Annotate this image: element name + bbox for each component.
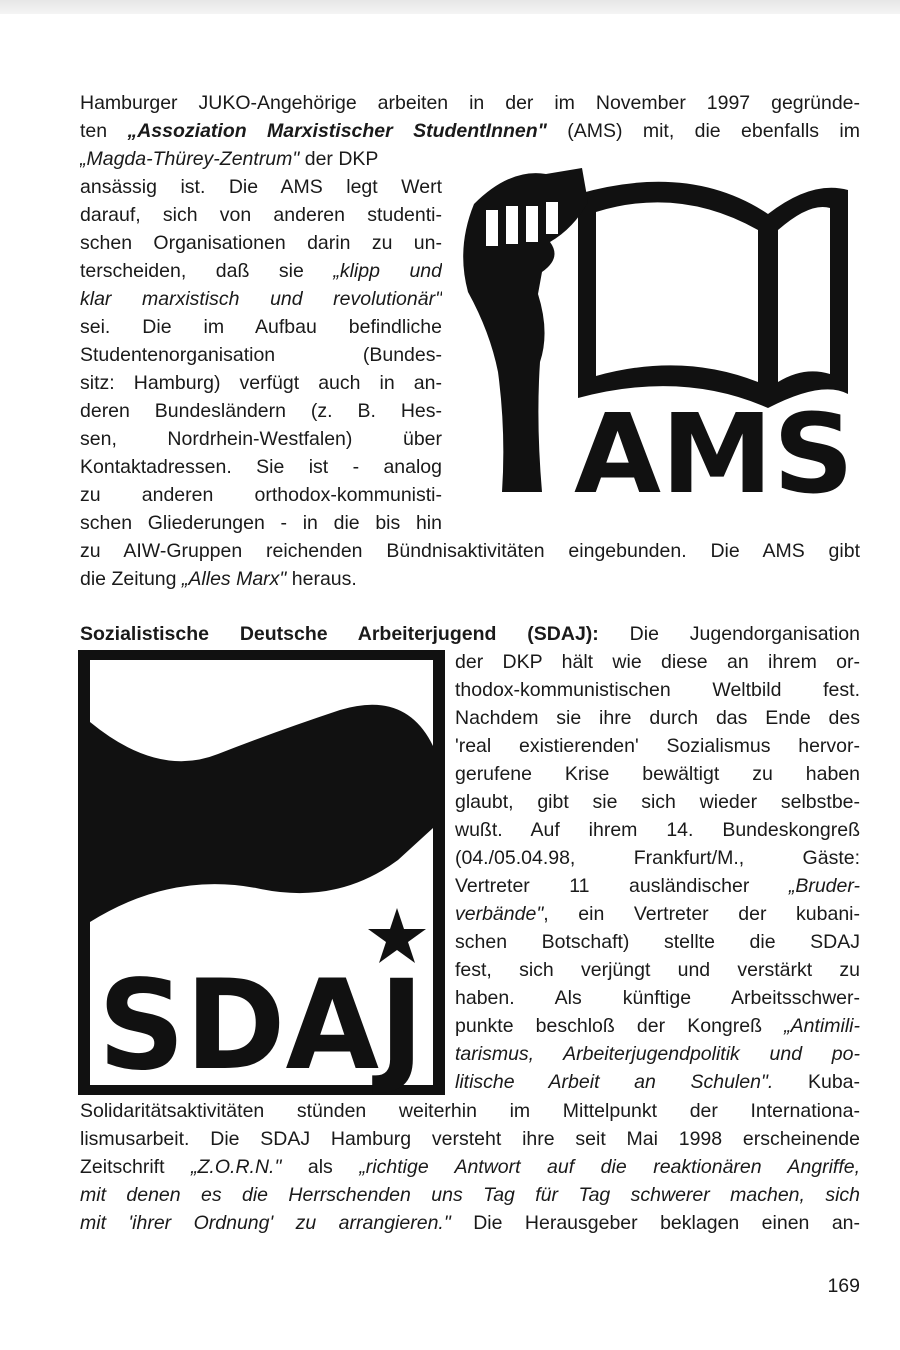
raised-fist-icon	[463, 168, 588, 492]
text-line: tarismus, Arbeiterjugendpolitik und po-	[455, 1043, 860, 1065]
text-line: sitz: Hamburg) verfügt auch in an-	[80, 372, 442, 394]
text-line: Vertreter 11 ausländischer „Bruder-	[455, 875, 860, 897]
text-line: glaubt, gibt sie sich wieder selbstbe-	[455, 791, 860, 813]
text-line: Studentenorganisation (Bundes-	[80, 344, 442, 366]
text-line: schen Gliederungen - in die bis hin	[80, 512, 442, 534]
text-line: zu AIW-Gruppen reichenden Bündnisaktivitäten eingebunden. Die AMS gibt	[80, 540, 860, 562]
text-line: (04./05.04.98, Frankfurt/M., Gäste:	[455, 847, 860, 869]
text-line: terscheiden, daß sie „klipp und	[80, 260, 442, 282]
text-line: schen Organisationen darin zu un-	[80, 232, 442, 254]
text-line: „Magda-Thürey-Zentrum" der DKP	[80, 148, 379, 170]
text-line: litische Arbeit an Schulen". Kuba-	[455, 1071, 860, 1093]
ams-logo	[450, 162, 860, 507]
text-line: die Zeitung „Alles Marx" heraus.	[80, 568, 357, 590]
text-line: deren Bundesländern (z. B. Hes-	[80, 400, 442, 422]
scan-top-edge	[0, 0, 900, 14]
text-line: mit denen es die Herrschenden uns Tag für Tag schwerer machen, sich	[80, 1184, 860, 1206]
text-line: Kontaktadressen. Sie ist - analog	[80, 456, 442, 478]
text-line: punkte beschloß der Kongreß „Antimili-	[455, 1015, 860, 1037]
text-line: sei. Die im Aufbau befindliche	[80, 316, 442, 338]
text-line: klar marxistisch und revolutionär"	[80, 288, 442, 310]
page-number: 169	[827, 1275, 860, 1297]
text-line: ansässig ist. Die AMS legt Wert	[80, 176, 442, 198]
text-line: schen Botschaft) stellte die SDAJ	[455, 931, 860, 953]
section-heading: Sozialistische Deutsche Arbeiterjugend (SDAJ):	[80, 623, 599, 645]
text-line: 'real existierenden' Sozialismus hervor-	[455, 735, 860, 757]
sdaj-logo	[78, 650, 445, 1095]
text-line: mit 'ihrer Ordnung' zu arrangieren." Die Herausgeber beklagen einen an-	[80, 1212, 860, 1234]
text-line: verbände", ein Vertreter der kubani-	[455, 903, 860, 925]
text-line: fest, sich verjüngt und verstärkt zu	[455, 959, 860, 981]
text-line: ten „Assoziation Marxistischer StudentInnen" (AMS) mit, die ebenfalls im	[80, 120, 860, 142]
ams-logo-text: AMS	[574, 390, 854, 507]
text-line: zu anderen orthodox-kommunisti-	[80, 484, 442, 506]
text-line: lismusarbeit. Die SDAJ Hamburg versteht ihre seit Mai 1998 erscheinende	[80, 1128, 860, 1150]
text-line: gerufene Krise bewältigt zu haben	[455, 763, 860, 785]
text-line: haben. Als künftige Arbeitsschwer-	[455, 987, 860, 1009]
text-line: Hamburger JUKO-Angehörige arbeiten in der im November 1997 gegründe-	[80, 92, 860, 114]
text-line: Sozialistische Deutsche Arbeiterjugend (SDAJ): Die Jugendorganisation	[80, 623, 860, 645]
text-line: darauf, sich von anderen studenti-	[80, 204, 442, 226]
text-line: sen, Nordrhein-Westfalen) über	[80, 428, 442, 450]
sdaj-logo-graphic	[78, 650, 445, 1095]
text-line: thodox-kommunistischen Weltbild fest.	[455, 679, 860, 701]
sdaj-logo-text: SDAJ	[98, 954, 424, 1095]
book-icon	[578, 182, 848, 408]
ams-logo-graphic	[450, 162, 860, 507]
text-line: der DKP hält wie diese an ihrem or-	[455, 651, 860, 673]
text-line: Zeitschrift „Z.O.R.N." als „richtige Antwort auf die reaktionären Angriffe,	[80, 1156, 860, 1178]
text-line: Nachdem sie ihre durch das Ende des	[455, 707, 860, 729]
text-line: wußt. Auf ihrem 14. Bundeskongreß	[455, 819, 860, 841]
text-line: Solidaritätsaktivitäten stünden weiterhin im Mittelpunkt der Internationa-	[80, 1100, 860, 1122]
